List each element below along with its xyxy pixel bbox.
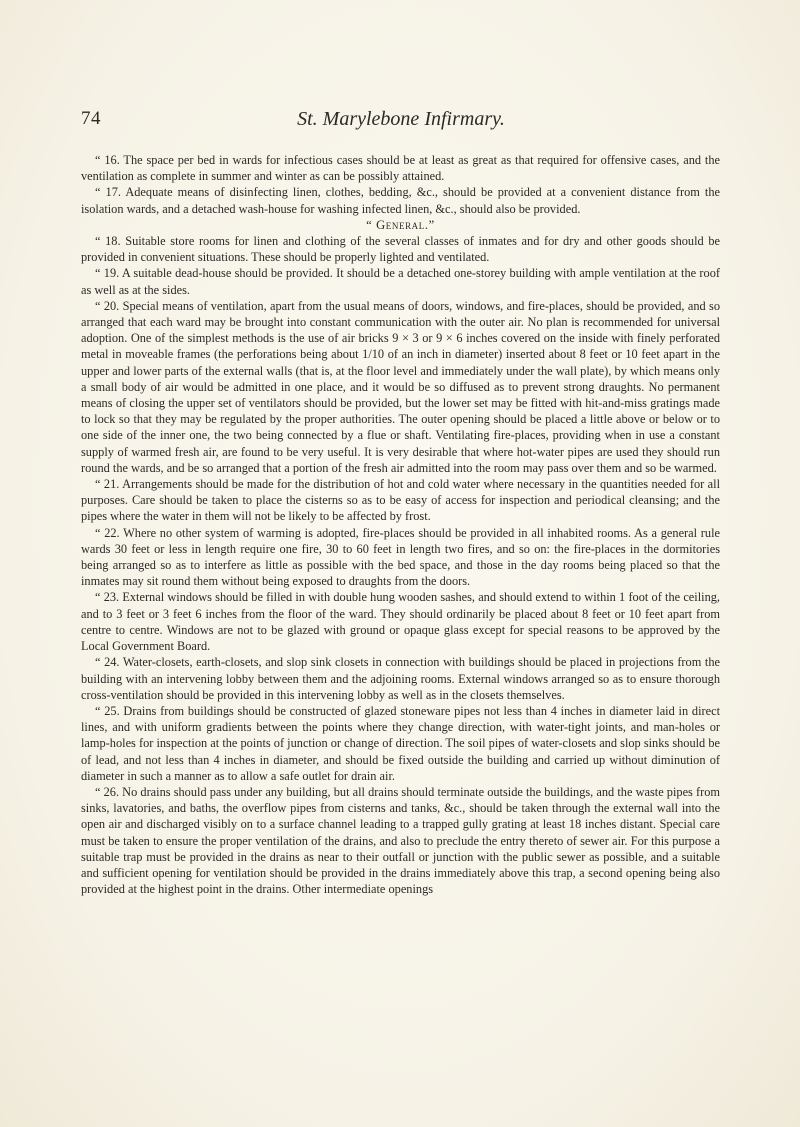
paragraph-17: “ 17. Adequate means of disinfecting linen, clothes, bedding, &c., should be provided at a convenient distance from the isolation wards, and a detached wash-house for washing infected linen, &c., should also be provided.: [81, 185, 720, 216]
paragraph-21: “ 21. Arrangements should be made for the distribution of hot and cold water where necessary in the quantities needed for all purposes. Care should be taken to place the cisterns so as to be easy of access for inspection and periodical cleansing; and the pipes where the water in them will not be likely to be affected by frost.: [81, 477, 720, 524]
paragraph-25: “ 25. Drains from buildings should be constructed of glazed stoneware pipes not less than 4 inches in diameter laid in direct lines, and with uniform gradients between the points where they change direction, with water-tight joints, and man-holes or lamp-holes for inspection at the points of junction or change of direction. The soil pipes of water-closets and slop sinks should be of lead, and not less than 4 inches in diameter, and should be fixed outside the building and carried up without diminution of diameter in such a manner as to allow a safe outlet for drain air.: [81, 703, 720, 783]
paragraph-19: “ 19. A suitable dead-house should be provided. It should be a detached one-storey building with ample ventilation at the roof as well as at the sides.: [81, 266, 720, 297]
paragraph-22: “ 22. Where no other system of warming is adopted, fire-places should be provided in all inhabited rooms. As a general rule wards 30 feet or less in length require one fire, 30 to 60 feet in length two fires, and so on: the fire-places in the dormitories being arranged so as to interfere as little as possible with the bed space, and those in the day rooms being placed so that the inmates may sit round them without being exposed to draughts from the doors.: [81, 525, 720, 589]
paragraph-24: “ 24. Water-closets, earth-closets, and slop sink closets in connection with buildings should be placed in projections from the building with an intervening lobby between them and the adjoining rooms. External windows arranged so as to ensure thorough cross-ventilation should be provided in this intervening lobby as well as in the closets themselves.: [81, 655, 720, 702]
paragraph-18: “ 18. Suitable store rooms for linen and clothing of the several classes of inmates and for dry and other goods should be provided in convenient situations. These should be properly lighted and ventilated.: [81, 234, 720, 265]
paragraph-23: “ 23. External windows should be filled in with double hung wooden sashes, and should extend to within 1 foot of the ceiling, and to 3 feet or 3 feet 6 inches from the floor of the ward. They should ordinarily be placed about 8 feet or 10 feet apart from centre to centre. Windows are not to be glazed with ground or opaque glass except for special reasons to be approved by the Local Government Board.: [81, 590, 720, 654]
section-heading-general: “ General.”: [366, 217, 435, 232]
paragraph-26: “ 26. No drains should pass under any building, but all drains should terminate outside the buildings, and the waste pipes from sinks, lavatories, and baths, the overflow pipes from cisterns and tanks, &c., should be taken through the external wall into the open air and discharged visibly on to a surface channel leading to a trapped gully grating at least 18 inches distant. Special care must be taken to ensure the proper ventilation of the drains, and also to preclude the entry thereto of sewer air. For this purpose a suitable trap must be provided in the drains as near to their outfall or junction with the public sewer as possible, and a suitable and sufficient opening for ventilation should be provided in the drains immediately above this trap, a second opening being also provided at the highest point in the drains. Other intermediate openings: [81, 784, 720, 897]
page-header: [81, 108, 721, 136]
paragraph-16: “ 16. The space per bed in wards for infectious cases should be at least as great as that required for offensive cases, and the ventilation as complete in summer and winter as can be possibly attained.: [81, 153, 720, 184]
body-text: [81, 152, 720, 897]
page-number: 74: [81, 108, 101, 129]
paragraph-20: “ 20. Special means of ventilation, apart from the usual means of doors, windows, and fire-places, should be provided, and so arranged that each ward may be brought into constant communication with the outer air. No plan is recommended for universal adoption. One of the simplest methods is the use of air bricks 9 × 3 or 9 × 6 inches covered on the inside with finely perforated metal in moveable frames (the perforations being about 1/10 of an inch in diameter) inserted about 8 feet or 10 feet apart in the upper and lower parts of the external walls (that is, at the floor level and immediately under the wall plate), by which means only a small body of air would be admitted in one place, and it would be so diffused as to prevent strong draughts. No permanent means of closing the upper set of ventilators should be provided, but the lower set may be fitted with hit-and-miss gratings made to lock so that they may be regulated by the proper authorities. The outer opening should be placed a little above or below or to one side of the inner one, the two being connected by a flue or shaft. Ventilating fire-places, providing when in use a constant supply of warmed fresh air, are found to be very useful. It is very desirable that where hot-water pipes are used they should run round the wards, and be so arranged that a portion of the fresh air admitted into the room may pass over them and so be warmed.: [81, 298, 720, 475]
running-title: St. Marylebone Infirmary.: [297, 108, 505, 130]
